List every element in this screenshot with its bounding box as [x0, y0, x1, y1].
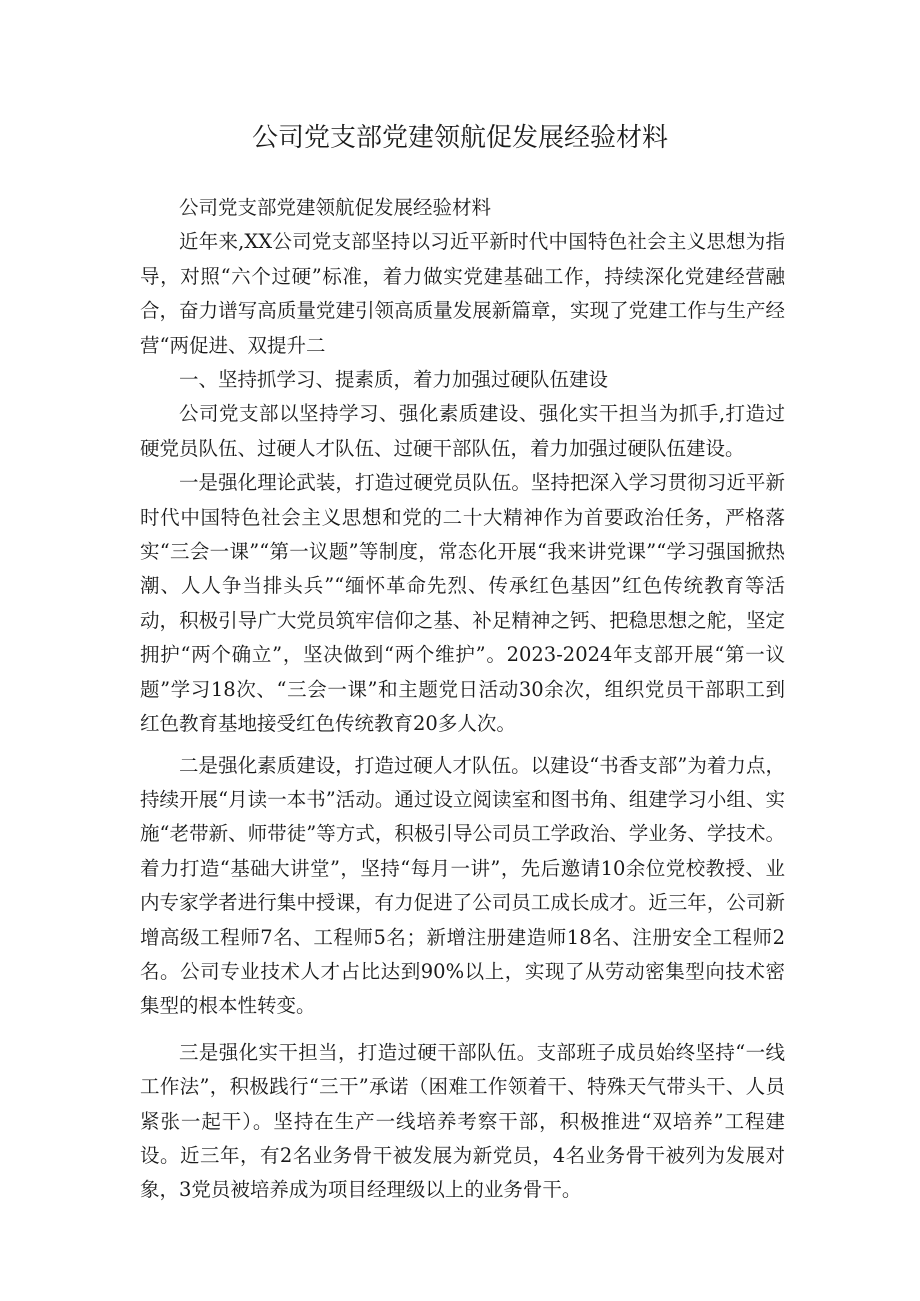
document-title: 公司党支部党建领航促发展经验材料 — [251, 123, 668, 153]
section-heading: 一、坚持抓学习、提素质，着力加强过硬队伍建设 — [179, 368, 609, 392]
section-intro-paragraph: 公司党支部以坚持学习、强化素质建设、强化实干担当为抓手,打造过硬党员队伍、过硬人才队伍、过硬干部队伍，着力加强过硬队伍建设。 — [140, 402, 785, 460]
document-body — [140, 191, 785, 1208]
point-three-paragraph: 三是强化实干担当，打造过硬干部队伍。支部班子成员始终坚持“一线工作法”，积极践行“三干”承诺（困难工作领着干、特殊天气带头干、人员紧张一起干）。坚持在生产一线培养考察干部，积极推进“双培养”工程建设。近三年，有2名业务骨干被发展为新党员，4名业务骨干被列为发展对象，3党员被培养成为项目经理级以上的业务骨干。 — [140, 1040, 785, 1202]
intro-paragraph: 近年来,XX公司党支部坚持以习近平新时代中国特色社会主义思想为指导，对照“六个过硬”标准，着力做实党建基础工作，持续深化党建经营融合，奋力谱写高质量党建引领高质量发展新篇章，实现了党建工作与生产经营“两促进、双提升二 — [140, 230, 785, 357]
subtitle-paragraph: 公司党支部党建领航促发展经验材料 — [179, 196, 492, 219]
point-two-paragraph: 二是强化素质建设，打造过硬人才队伍。以建设“书香支部”为着力点，持续开展“月读一本书”活动。通过设立阅读室和图书角、组建学习小组、实施“老带新、师带徒”等方式，积极引导公司员工学政治、学业务、学技术。着力打造“基础大讲堂”，坚持“每月一讲”，先后邀请10余位党校教授、业内专家学者进行集中授课，有力促进了公司员工成长成才。近三年，公司新增高级工程师7名、工程师5名；新增注册建造师18名、注册安全工程师2名。公司专业技术人才占比达到90%以上，实现了从劳动密集型向技术密集型的根本性转变。 — [140, 753, 785, 1018]
point-one-paragraph: 一是强化理论武装，打造过硬党员队伍。坚持把深入学习贯彻习近平新时代中国特色社会主义思想和党的二十大精神作为首要政治任务，严格落实“三会一课”“第一议题”等制度，常态化开展“我来讲党课”“学习强国掀热潮、人人争当排头兵”“缅怀革命先烈、传承红色基因”红色传统教育等活动，积极引导广大党员筑牢信仰之基、补足精神之钙、把稳思想之舵，坚定拥护“两个确立”，坚决做到“两个维护”。2023-2024年支部开展“第一议题”学习18次、“三会一课”和主题党日活动30余次，组织党员干部职工到红色教育基地接受红色传统教育20多人次。 — [140, 471, 785, 736]
